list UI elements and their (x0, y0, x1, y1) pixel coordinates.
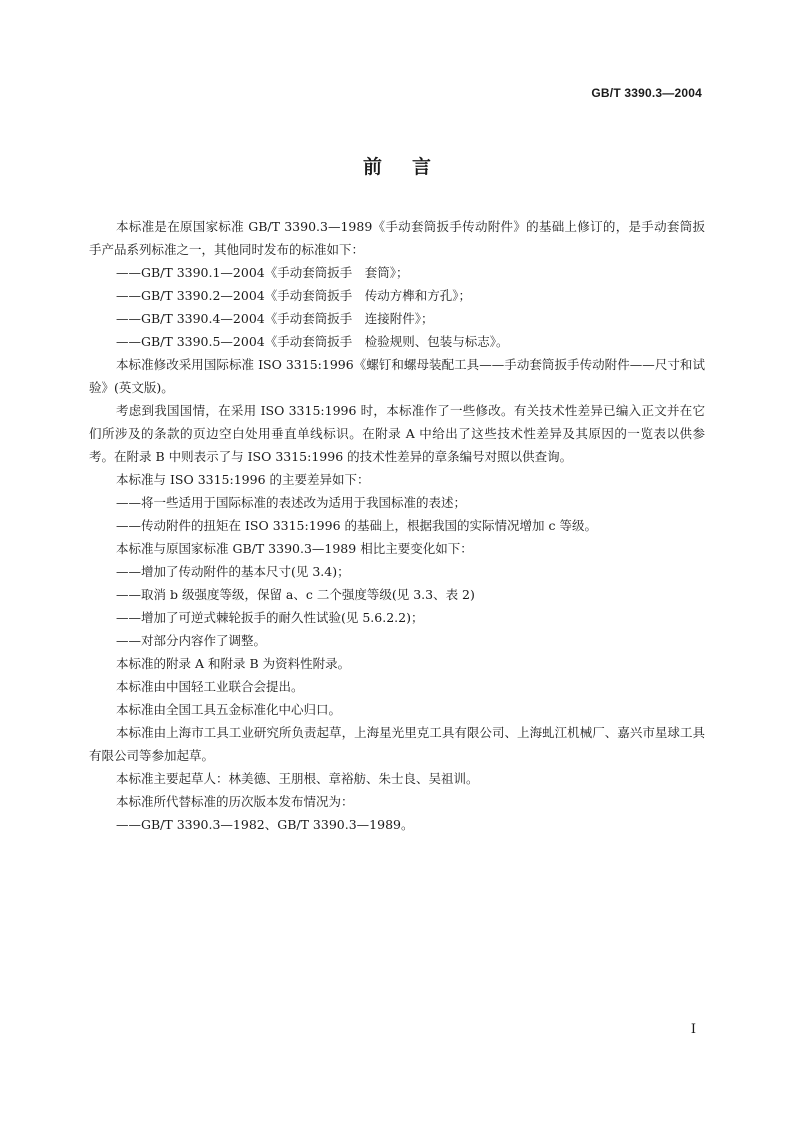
list-item-previous-editions: ——GB/T 3390.3—1982、GB/T 3390.3—1989。 (116, 817, 414, 832)
list-item-change-4: ——对部分内容作了调整。 (116, 633, 267, 648)
list-item-change-3: ——增加了可逆式棘轮扳手的耐久性试验(见 5.6.2.2)； (116, 610, 424, 625)
page-number: I (690, 1022, 696, 1037)
list-item-change-2: ——取消 b 级强度等级，保留 a、c 二个强度等级(见 3.3、表 2) (116, 587, 475, 602)
paragraph-proposed-by: 本标准由中国轻工业联合会提出。 (116, 679, 304, 694)
page-title: 前言 (362, 156, 461, 178)
list-item-difference-1: ——将一些适用于国际标准的表述改为适用于我国标准的表述； (116, 495, 467, 510)
list-item-related-standard-4: ——GB/T 3390.4—2004《手动套筒扳手 连接附件》； (116, 311, 434, 326)
paragraph-previous-editions-heading: 本标准所代替标准的历次版本发布情况为： (116, 794, 354, 809)
paragraph-drafters: 本标准主要起草人：林美德、王朋根、章裕舫、朱士良、吴祖训。 (116, 771, 479, 786)
paragraph-iso-adoption: 本标准修改采用国际标准 ISO 3315:1996《螺钉和螺母装配工具——手动套筒扳手传动附件——尺寸和试验》(英文版)。 (89, 357, 705, 395)
paragraph-under-jurisdiction: 本标准由全国工具五金标准化中心归口。 (116, 702, 342, 717)
list-item-related-standard-1: ——GB/T 3390.1—2004《手动套筒扳手 套筒》； (116, 265, 409, 280)
paragraph-technical-differences: 考虑到我国国情，在采用 ISO 3315:1996 时，本标准作了一些修改。有关技术性差异已编入正文并在它们所涉及的条款的页边空白处用垂直单线标识。在附录 A 中给出了这些技术性差异及其原因的一览表以供参考。在附录 B 中则表示了与 ISO 3315:1996 的技术性差异的章条编号对照以供查询。 (89, 403, 705, 464)
list-item-change-1: ——增加了传动附件的基本尺寸(见 3.4)； (116, 564, 350, 579)
list-item-related-standard-5: ——GB/T 3390.5—2004《手动套筒扳手 检验规则、包装与标志》。 (116, 334, 509, 349)
paragraph-intro: 本标准是在原国家标准 GB/T 3390.3—1989《手动套筒扳手传动附件》的基础上修订的，是手动套筒扳手产品系列标准之一，其他同时发布的标准如下： (89, 219, 705, 257)
foreword-body (89, 215, 705, 836)
paragraph-main-differences-heading: 本标准与 ISO 3315:1996 的主要差异如下： (116, 472, 370, 487)
list-item-related-standard-2: ——GB/T 3390.2—2004《手动套筒扳手 传动方榫和方孔》； (116, 288, 471, 303)
paragraph-annexes: 本标准的附录 A 和附录 B 为资料性附录。 (116, 656, 351, 671)
list-item-difference-2: ——传动附件的扭矩在 ISO 3315:1996 的基础上，根据我国的实际情况增加 c 等级。 (116, 518, 597, 533)
standard-code-header: GB/T 3390.3—2004 (591, 86, 702, 100)
paragraph-changes-heading: 本标准与原国家标准 GB/T 3390.3—1989 相比主要变化如下： (116, 541, 473, 556)
paragraph-drafted-by: 本标准由上海市工具工业研究所负责起草，上海星光里克工具有限公司、上海虬江机械厂、嘉兴市星球工具有限公司等参加起草。 (89, 725, 705, 763)
